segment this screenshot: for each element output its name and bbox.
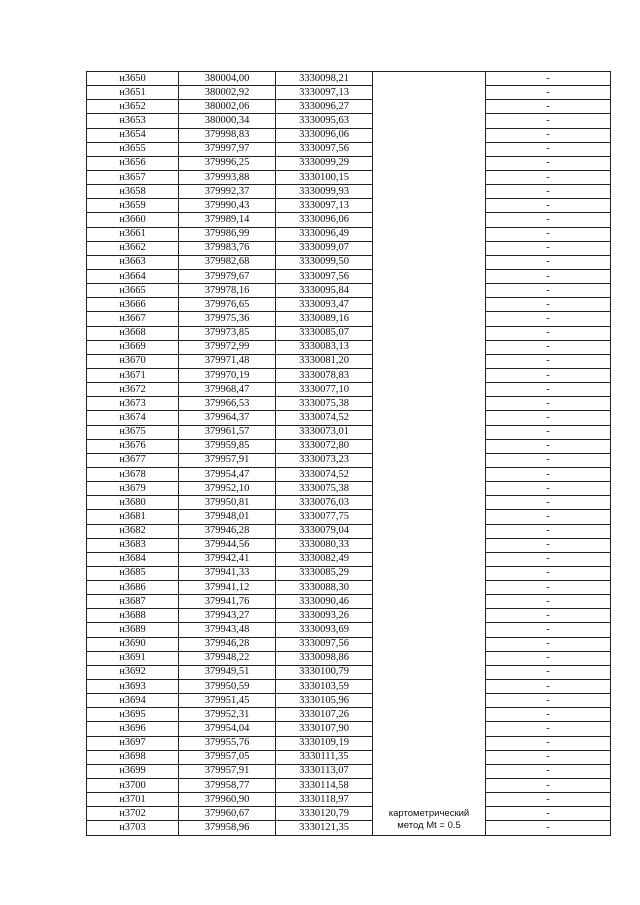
point-id-cell: н3671 bbox=[87, 368, 179, 382]
x-coordinate-cell: 379959,85 bbox=[179, 439, 276, 453]
x-coordinate-cell: 379955,76 bbox=[179, 736, 276, 750]
x-coordinate-cell: 379957,91 bbox=[179, 453, 276, 467]
point-id-cell: н3700 bbox=[87, 779, 179, 793]
description-cell: - bbox=[486, 680, 611, 694]
point-id-cell: н3692 bbox=[87, 665, 179, 679]
x-coordinate-cell: 379992,37 bbox=[179, 185, 276, 199]
point-id-cell: н3702 bbox=[87, 807, 179, 821]
y-coordinate-cell: 3330098,86 bbox=[276, 651, 373, 665]
point-id-cell: н3677 bbox=[87, 453, 179, 467]
description-cell: - bbox=[486, 482, 611, 496]
description-cell: - bbox=[486, 779, 611, 793]
y-coordinate-cell: 3330076,03 bbox=[276, 496, 373, 510]
y-coordinate-cell: 3330088,30 bbox=[276, 581, 373, 595]
x-coordinate-cell: 379948,22 bbox=[179, 651, 276, 665]
y-coordinate-cell: 3330097,56 bbox=[276, 637, 373, 651]
table-row bbox=[87, 764, 611, 778]
x-coordinate-cell: 379982,68 bbox=[179, 255, 276, 269]
x-coordinate-cell: 380004,00 bbox=[179, 72, 276, 86]
y-coordinate-cell: 3330085,07 bbox=[276, 326, 373, 340]
x-coordinate-cell: 379952,10 bbox=[179, 482, 276, 496]
y-coordinate-cell: 3330089,16 bbox=[276, 312, 373, 326]
table-row bbox=[87, 722, 611, 736]
x-coordinate-cell: 379954,04 bbox=[179, 722, 276, 736]
table-row bbox=[87, 114, 611, 128]
point-id-cell: н3672 bbox=[87, 383, 179, 397]
table-row bbox=[87, 566, 611, 580]
point-id-cell: н3690 bbox=[87, 637, 179, 651]
x-coordinate-cell: 379944,56 bbox=[179, 538, 276, 552]
point-id-cell: н3691 bbox=[87, 651, 179, 665]
point-id-cell: н3670 bbox=[87, 354, 179, 368]
y-coordinate-cell: 3330096,49 bbox=[276, 227, 373, 241]
table-row bbox=[87, 170, 611, 184]
description-cell: - bbox=[486, 284, 611, 298]
y-coordinate-cell: 3330080,33 bbox=[276, 538, 373, 552]
description-cell: - bbox=[486, 694, 611, 708]
y-coordinate-cell: 3330118,97 bbox=[276, 793, 373, 807]
table-row bbox=[87, 482, 611, 496]
description-cell: - bbox=[486, 467, 611, 481]
x-coordinate-cell: 380002,06 bbox=[179, 100, 276, 114]
x-coordinate-cell: 379975,36 bbox=[179, 312, 276, 326]
point-id-cell: н3682 bbox=[87, 524, 179, 538]
table-row bbox=[87, 510, 611, 524]
table-row bbox=[87, 680, 611, 694]
description-cell: - bbox=[486, 72, 611, 86]
y-coordinate-cell: 3330095,63 bbox=[276, 114, 373, 128]
table-row bbox=[87, 651, 611, 665]
description-cell: - bbox=[486, 722, 611, 736]
y-coordinate-cell: 3330093,69 bbox=[276, 623, 373, 637]
y-coordinate-cell: 3330103,59 bbox=[276, 680, 373, 694]
x-coordinate-cell: 379960,67 bbox=[179, 807, 276, 821]
table-row bbox=[87, 581, 611, 595]
x-coordinate-cell: 379972,99 bbox=[179, 340, 276, 354]
table-row bbox=[87, 821, 611, 835]
point-id-cell: н3684 bbox=[87, 552, 179, 566]
y-coordinate-cell: 3330107,26 bbox=[276, 708, 373, 722]
point-id-cell: н3683 bbox=[87, 538, 179, 552]
y-coordinate-cell: 3330093,26 bbox=[276, 609, 373, 623]
y-coordinate-cell: 3330073,23 bbox=[276, 453, 373, 467]
table-row bbox=[87, 467, 611, 481]
x-coordinate-cell: 379946,28 bbox=[179, 637, 276, 651]
x-coordinate-cell: 379941,76 bbox=[179, 595, 276, 609]
x-coordinate-cell: 379943,27 bbox=[179, 609, 276, 623]
description-cell: - bbox=[486, 354, 611, 368]
x-coordinate-cell: 379990,43 bbox=[179, 199, 276, 213]
y-coordinate-cell: 3330090,46 bbox=[276, 595, 373, 609]
table-row bbox=[87, 637, 611, 651]
description-cell: - bbox=[486, 156, 611, 170]
point-id-cell: н3701 bbox=[87, 793, 179, 807]
description-cell: - bbox=[486, 411, 611, 425]
method-cell bbox=[373, 72, 486, 836]
y-coordinate-cell: 3330099,29 bbox=[276, 156, 373, 170]
description-cell: - bbox=[486, 312, 611, 326]
x-coordinate-cell: 379950,81 bbox=[179, 496, 276, 510]
point-id-cell: н3650 bbox=[87, 72, 179, 86]
x-coordinate-cell: 379958,77 bbox=[179, 779, 276, 793]
description-cell: - bbox=[486, 793, 611, 807]
description-cell: - bbox=[486, 269, 611, 283]
y-coordinate-cell: 3330100,79 bbox=[276, 665, 373, 679]
table-row bbox=[87, 665, 611, 679]
point-id-cell: н3696 bbox=[87, 722, 179, 736]
description-cell: - bbox=[486, 227, 611, 241]
coordinates-table-body bbox=[87, 72, 611, 836]
table-row bbox=[87, 524, 611, 538]
description-cell: - bbox=[486, 114, 611, 128]
description-cell: - bbox=[486, 538, 611, 552]
x-coordinate-cell: 380000,34 bbox=[179, 114, 276, 128]
table-row bbox=[87, 736, 611, 750]
y-coordinate-cell: 3330072,80 bbox=[276, 439, 373, 453]
y-coordinate-cell: 3330096,06 bbox=[276, 213, 373, 227]
y-coordinate-cell: 3330077,75 bbox=[276, 510, 373, 524]
method-line-1: картометрический bbox=[388, 807, 470, 819]
point-id-cell: н3693 bbox=[87, 680, 179, 694]
table-row bbox=[87, 326, 611, 340]
x-coordinate-cell: 379971,48 bbox=[179, 354, 276, 368]
y-coordinate-cell: 3330114,58 bbox=[276, 779, 373, 793]
x-coordinate-cell: 379960,90 bbox=[179, 793, 276, 807]
description-cell: - bbox=[486, 750, 611, 764]
method-line-2: метод Mt = 0.5 bbox=[397, 819, 461, 831]
y-coordinate-cell: 3330107,90 bbox=[276, 722, 373, 736]
point-id-cell: н3695 bbox=[87, 708, 179, 722]
point-id-cell: н3681 bbox=[87, 510, 179, 524]
y-coordinate-cell: 3330074,52 bbox=[276, 467, 373, 481]
y-coordinate-cell: 3330096,27 bbox=[276, 100, 373, 114]
y-coordinate-cell: 3330097,13 bbox=[276, 199, 373, 213]
x-coordinate-cell: 379966,53 bbox=[179, 397, 276, 411]
table-row bbox=[87, 284, 611, 298]
point-id-cell: н3686 bbox=[87, 581, 179, 595]
y-coordinate-cell: 3330113,07 bbox=[276, 764, 373, 778]
table-row bbox=[87, 255, 611, 269]
description-cell: - bbox=[486, 581, 611, 595]
y-coordinate-cell: 3330099,07 bbox=[276, 241, 373, 255]
table-row bbox=[87, 213, 611, 227]
x-coordinate-cell: 379957,91 bbox=[179, 764, 276, 778]
description-cell: - bbox=[486, 425, 611, 439]
x-coordinate-cell: 379946,28 bbox=[179, 524, 276, 538]
y-coordinate-cell: 3330111,35 bbox=[276, 750, 373, 764]
point-id-cell: н3660 bbox=[87, 213, 179, 227]
x-coordinate-cell: 379970,19 bbox=[179, 368, 276, 382]
x-coordinate-cell: 379948,01 bbox=[179, 510, 276, 524]
x-coordinate-cell: 379952,31 bbox=[179, 708, 276, 722]
table-row bbox=[87, 623, 611, 637]
point-id-cell: н3654 bbox=[87, 128, 179, 142]
y-coordinate-cell: 3330097,56 bbox=[276, 269, 373, 283]
description-cell: - bbox=[486, 142, 611, 156]
point-id-cell: н3703 bbox=[87, 821, 179, 835]
description-cell: - bbox=[486, 552, 611, 566]
description-cell: - bbox=[486, 496, 611, 510]
y-coordinate-cell: 3330098,21 bbox=[276, 72, 373, 86]
point-id-cell: н3688 bbox=[87, 609, 179, 623]
description-cell: - bbox=[486, 453, 611, 467]
table-row bbox=[87, 100, 611, 114]
table-row bbox=[87, 72, 611, 86]
table-row bbox=[87, 425, 611, 439]
table-row bbox=[87, 453, 611, 467]
point-id-cell: н3698 bbox=[87, 750, 179, 764]
y-coordinate-cell: 3330120,79 bbox=[276, 807, 373, 821]
table-row bbox=[87, 496, 611, 510]
table-row bbox=[87, 156, 611, 170]
x-coordinate-cell: 379978,16 bbox=[179, 284, 276, 298]
table-row bbox=[87, 383, 611, 397]
coordinates-table bbox=[86, 71, 611, 836]
y-coordinate-cell: 3330105,96 bbox=[276, 694, 373, 708]
point-id-cell: н3658 bbox=[87, 185, 179, 199]
table-row bbox=[87, 595, 611, 609]
y-coordinate-cell: 3330096,06 bbox=[276, 128, 373, 142]
x-coordinate-cell: 379957,05 bbox=[179, 750, 276, 764]
description-cell: - bbox=[486, 524, 611, 538]
table-row bbox=[87, 269, 611, 283]
point-id-cell: н3673 bbox=[87, 397, 179, 411]
point-id-cell: н3679 bbox=[87, 482, 179, 496]
x-coordinate-cell: 379979,67 bbox=[179, 269, 276, 283]
description-cell: - bbox=[486, 241, 611, 255]
description-cell: - bbox=[486, 298, 611, 312]
description-cell: - bbox=[486, 566, 611, 580]
point-id-cell: н3687 bbox=[87, 595, 179, 609]
table-row bbox=[87, 312, 611, 326]
x-coordinate-cell: 379996,25 bbox=[179, 156, 276, 170]
y-coordinate-cell: 3330099,50 bbox=[276, 255, 373, 269]
x-coordinate-cell: 379989,14 bbox=[179, 213, 276, 227]
y-coordinate-cell: 3330085,29 bbox=[276, 566, 373, 580]
point-id-cell: н3667 bbox=[87, 312, 179, 326]
x-coordinate-cell: 379993,88 bbox=[179, 170, 276, 184]
description-cell: - bbox=[486, 510, 611, 524]
description-cell: - bbox=[486, 255, 611, 269]
x-coordinate-cell: 380002,92 bbox=[179, 86, 276, 100]
table-row bbox=[87, 708, 611, 722]
point-id-cell: н3668 bbox=[87, 326, 179, 340]
point-id-cell: н3653 bbox=[87, 114, 179, 128]
x-coordinate-cell: 379983,76 bbox=[179, 241, 276, 255]
y-coordinate-cell: 3330081,20 bbox=[276, 354, 373, 368]
table-row bbox=[87, 368, 611, 382]
y-coordinate-cell: 3330078,83 bbox=[276, 368, 373, 382]
x-coordinate-cell: 379997,97 bbox=[179, 142, 276, 156]
x-coordinate-cell: 379964,37 bbox=[179, 411, 276, 425]
x-coordinate-cell: 379941,33 bbox=[179, 566, 276, 580]
x-coordinate-cell: 379961,57 bbox=[179, 425, 276, 439]
point-id-cell: н3665 bbox=[87, 284, 179, 298]
table-row bbox=[87, 779, 611, 793]
description-cell: - bbox=[486, 821, 611, 835]
point-id-cell: н3661 bbox=[87, 227, 179, 241]
table-row bbox=[87, 298, 611, 312]
point-id-cell: н3697 bbox=[87, 736, 179, 750]
point-id-cell: н3657 bbox=[87, 170, 179, 184]
description-cell: - bbox=[486, 340, 611, 354]
table-row bbox=[87, 807, 611, 821]
point-id-cell: н3678 bbox=[87, 467, 179, 481]
point-id-cell: н3675 bbox=[87, 425, 179, 439]
table-row bbox=[87, 793, 611, 807]
y-coordinate-cell: 3330121,35 bbox=[276, 821, 373, 835]
table-row bbox=[87, 439, 611, 453]
y-coordinate-cell: 3330073,01 bbox=[276, 425, 373, 439]
description-cell: - bbox=[486, 651, 611, 665]
point-id-cell: н3680 bbox=[87, 496, 179, 510]
description-cell: - bbox=[486, 595, 611, 609]
x-coordinate-cell: 379973,85 bbox=[179, 326, 276, 340]
x-coordinate-cell: 379976,65 bbox=[179, 298, 276, 312]
x-coordinate-cell: 379958,96 bbox=[179, 821, 276, 835]
point-id-cell: н3685 bbox=[87, 566, 179, 580]
point-id-cell: н3699 bbox=[87, 764, 179, 778]
description-cell: - bbox=[486, 665, 611, 679]
table-row bbox=[87, 694, 611, 708]
description-cell: - bbox=[486, 397, 611, 411]
point-id-cell: н3694 bbox=[87, 694, 179, 708]
point-id-cell: н3651 bbox=[87, 86, 179, 100]
description-cell: - bbox=[486, 170, 611, 184]
table-row bbox=[87, 750, 611, 764]
y-coordinate-cell: 3330109,19 bbox=[276, 736, 373, 750]
table-row bbox=[87, 354, 611, 368]
y-coordinate-cell: 3330079,04 bbox=[276, 524, 373, 538]
x-coordinate-cell: 379943,48 bbox=[179, 623, 276, 637]
point-id-cell: н3656 bbox=[87, 156, 179, 170]
y-coordinate-cell: 3330082,49 bbox=[276, 552, 373, 566]
description-cell: - bbox=[486, 199, 611, 213]
y-coordinate-cell: 3330075,38 bbox=[276, 397, 373, 411]
x-coordinate-cell: 379968,47 bbox=[179, 383, 276, 397]
description-cell: - bbox=[486, 439, 611, 453]
point-id-cell: н3689 bbox=[87, 623, 179, 637]
table-row bbox=[87, 185, 611, 199]
table-row bbox=[87, 227, 611, 241]
table-row bbox=[87, 199, 611, 213]
description-cell: - bbox=[486, 708, 611, 722]
description-cell: - bbox=[486, 326, 611, 340]
table-row bbox=[87, 86, 611, 100]
description-cell: - bbox=[486, 185, 611, 199]
description-cell: - bbox=[486, 807, 611, 821]
point-id-cell: н3652 bbox=[87, 100, 179, 114]
y-coordinate-cell: 3330093,47 bbox=[276, 298, 373, 312]
y-coordinate-cell: 3330097,56 bbox=[276, 142, 373, 156]
point-id-cell: н3659 bbox=[87, 199, 179, 213]
point-id-cell: н3676 bbox=[87, 439, 179, 453]
y-coordinate-cell: 3330077,10 bbox=[276, 383, 373, 397]
table-row bbox=[87, 397, 611, 411]
point-id-cell: н3669 bbox=[87, 340, 179, 354]
table-row bbox=[87, 609, 611, 623]
description-cell: - bbox=[486, 623, 611, 637]
point-id-cell: н3674 bbox=[87, 411, 179, 425]
point-id-cell: н3666 bbox=[87, 298, 179, 312]
x-coordinate-cell: 379941,12 bbox=[179, 581, 276, 595]
point-id-cell: н3655 bbox=[87, 142, 179, 156]
y-coordinate-cell: 3330099,93 bbox=[276, 185, 373, 199]
y-coordinate-cell: 3330095,84 bbox=[276, 284, 373, 298]
table-row bbox=[87, 128, 611, 142]
y-coordinate-cell: 3330075,38 bbox=[276, 482, 373, 496]
y-coordinate-cell: 3330083,13 bbox=[276, 340, 373, 354]
description-cell: - bbox=[486, 213, 611, 227]
x-coordinate-cell: 379950,59 bbox=[179, 680, 276, 694]
y-coordinate-cell: 3330097,13 bbox=[276, 86, 373, 100]
table-row bbox=[87, 340, 611, 354]
y-coordinate-cell: 3330100,15 bbox=[276, 170, 373, 184]
x-coordinate-cell: 379942,41 bbox=[179, 552, 276, 566]
description-cell: - bbox=[486, 609, 611, 623]
description-cell: - bbox=[486, 764, 611, 778]
point-id-cell: н3662 bbox=[87, 241, 179, 255]
table-row bbox=[87, 241, 611, 255]
x-coordinate-cell: 379998,83 bbox=[179, 128, 276, 142]
description-cell: - bbox=[486, 100, 611, 114]
table-row bbox=[87, 552, 611, 566]
description-cell: - bbox=[486, 128, 611, 142]
description-cell: - bbox=[486, 736, 611, 750]
description-cell: - bbox=[486, 637, 611, 651]
table-row bbox=[87, 411, 611, 425]
point-id-cell: н3663 bbox=[87, 255, 179, 269]
x-coordinate-cell: 379954,47 bbox=[179, 467, 276, 481]
y-coordinate-cell: 3330074,52 bbox=[276, 411, 373, 425]
description-cell: - bbox=[486, 86, 611, 100]
table-row bbox=[87, 538, 611, 552]
x-coordinate-cell: 379951,45 bbox=[179, 694, 276, 708]
table-row bbox=[87, 142, 611, 156]
description-cell: - bbox=[486, 368, 611, 382]
description-cell: - bbox=[486, 383, 611, 397]
point-id-cell: н3664 bbox=[87, 269, 179, 283]
x-coordinate-cell: 379986,99 bbox=[179, 227, 276, 241]
x-coordinate-cell: 379949,51 bbox=[179, 665, 276, 679]
